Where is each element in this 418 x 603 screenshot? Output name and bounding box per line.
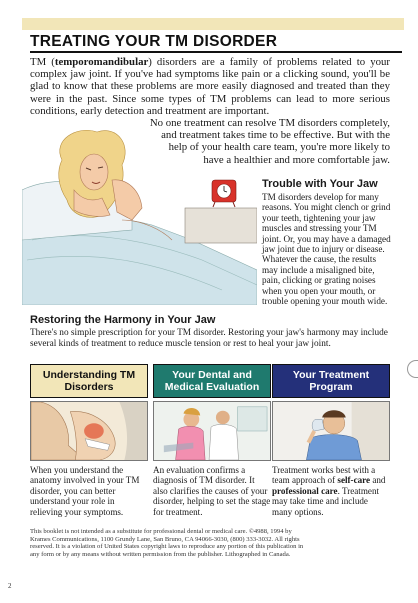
trouble-body: TM disorders develop for many reasons. You might clench or grind your teeth, tightening your jaw muscles and stressing your TM joint. Or, you may have a damaged jaw joint due to injury or disease. Whatever the cause, the results may include a misaligned bite, pain, clicking or grating noises when you open your mouth, or trouble opening your mouth wide. xyxy=(262,192,391,307)
title-rule xyxy=(30,51,402,53)
intro-text xyxy=(30,56,390,117)
copyright-footer: This booklet is not intended as a substitute for professional dental or medical care. ©4988, 1994 by Krames Communications, 1100 Grundy Lane, San Bruno, CA 94066-3030, (800) 333-3032. All rights reserved. It is a violation of United States copyright laws to reproduce any portion of this publication in any form or by any means without written permission from the publisher. Lithographed in Canada. xyxy=(30,528,304,558)
intro-term: TM ( xyxy=(30,56,55,68)
intro-line-a: No one treatment can resolve TM disorders completely, xyxy=(149,117,390,130)
column-body-evaluation: An evaluation confirms a diagnosis of TM disorder. It also clarifies the causes of your disorder, helping to set the stage for treatment. xyxy=(153,465,271,517)
intro-line-b: and treatment takes time to be effective. But with the xyxy=(161,129,390,142)
intro-line-d: have a healthier and more comfortable jaw. xyxy=(203,153,390,166)
woman-in-bed-icon xyxy=(22,120,257,305)
woman-in-bed-illustration xyxy=(22,120,257,305)
page-edge-mark xyxy=(407,360,418,378)
treatment-body-pre: Treatment works best with a team approach of xyxy=(272,465,376,486)
harmony-heading: Restoring the Harmony in Your Jaw xyxy=(30,314,216,326)
dental-evaluation-image xyxy=(153,401,271,461)
treatment-image xyxy=(272,401,390,461)
jaw-anatomy-image xyxy=(30,401,148,461)
intro-rest: ) disorders are a family of problems related to your complex jaw joint. If you've had symptoms like pain or a clicking sound, you'll be glad to know that these problems are more easily diagnosed and treated than they were in the past. Since some types of TM problems can lead to more serious conditions, early detection and treatment are important. xyxy=(30,56,390,117)
treatment-body-mid: and xyxy=(370,475,386,486)
column-body-understanding: When you understand the anatomy involved in your TM disorder, you can better understand your role in relieving your symptoms. xyxy=(30,465,140,517)
intro-line-c: help of your health care team, you're more likely to xyxy=(168,141,390,154)
harmony-body: There's no simple prescription for your TM disorder. Restoring your jaw's harmony may include several kinds of treatment to reduce muscle tension or rest to heal your jaw joint. xyxy=(30,328,388,349)
column-understanding xyxy=(30,364,148,517)
treatment-body-professional: professional care xyxy=(272,485,338,496)
column-heading-evaluation: Your Dental and Medical Evaluation xyxy=(153,364,271,398)
column-evaluation xyxy=(153,364,271,517)
trouble-heading: Trouble with Your Jaw xyxy=(262,178,378,190)
column-body-treatment xyxy=(272,465,390,517)
jaw-anatomy-icon xyxy=(31,402,147,460)
page-number: 2 xyxy=(8,582,12,590)
page-title: TREATING YOUR TM DISORDER xyxy=(30,33,278,50)
treatment-body-selfcare: self-care xyxy=(337,475,371,486)
treatment-body-post: . Treatment may take time and include many options. xyxy=(272,485,380,517)
column-heading-treatment: Your Treatment Program xyxy=(272,364,390,398)
dental-evaluation-icon xyxy=(154,402,270,460)
intro-term-bold: temporomandibular xyxy=(54,56,149,68)
top-accent-bar xyxy=(22,18,404,30)
treatment-icon xyxy=(273,402,389,460)
column-treatment xyxy=(272,364,390,517)
column-heading-understanding: Understanding TM Disorders xyxy=(30,364,148,398)
